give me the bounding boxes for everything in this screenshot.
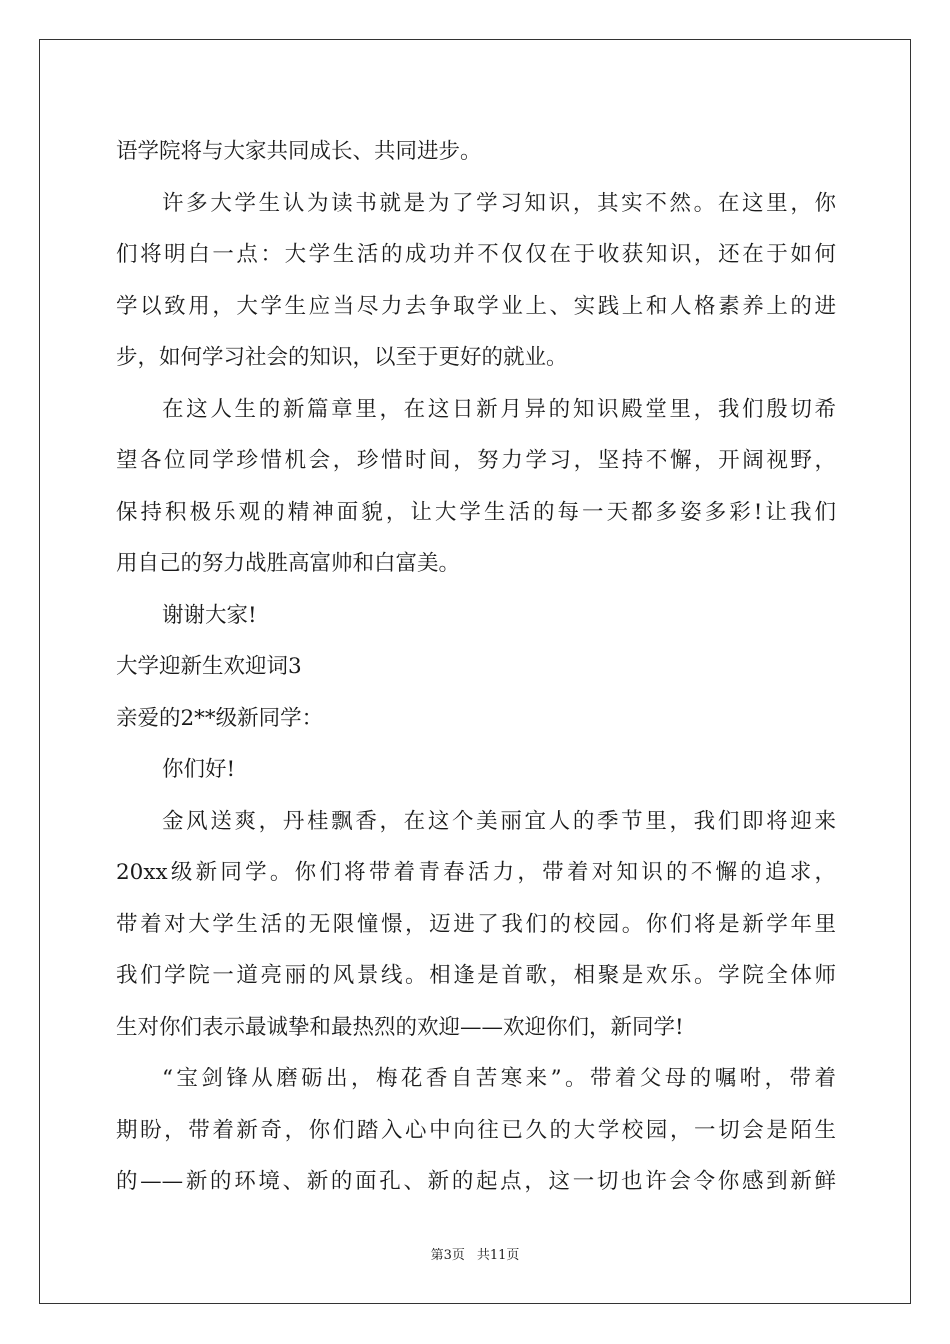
page-total: 共11页 bbox=[476, 1248, 520, 1263]
text-line: 我们学院一道亮丽的风景线。相逢是首歌，相聚是欢乐。学院全体师 bbox=[116, 963, 836, 988]
text-line: 生对你们表示最诚挚和最热烈的欢迎——欢迎你们，新同学! bbox=[116, 1014, 684, 1040]
text-line: 用自己的努力战胜高富帅和白富美。 bbox=[116, 551, 461, 576]
text-line: 保持积极乐观的精神面貌，让大学生活的每一天都多姿多彩!让我们 bbox=[116, 499, 836, 525]
text-line: 步，如何学习社会的知识，以至于更好的就业。 bbox=[116, 345, 568, 370]
paragraph-start-line: “宝剑锋从磨砺出，梅花香自苦寒来”。带着父母的嘱咐，带着 bbox=[162, 1066, 836, 1091]
text-line: 的——新的环境、新的面孔、新的起点，这一切也许会令你感到新鲜 bbox=[116, 1169, 836, 1194]
paragraph-start-line: 在这人生的新篇章里，在这日新月异的知识殿堂里，我们殷切希 bbox=[162, 396, 836, 422]
text-line: 20xx级新同学。你们将带着青春活力，带着对知识的不懈的追求， bbox=[116, 860, 836, 885]
text-line: 语学院将与大家共同成长、共同进步。 bbox=[116, 139, 482, 164]
paragraph-start-line: 许多大学生认为读书就是为了学习知识，其实不然。在这里，你 bbox=[162, 190, 836, 216]
paragraph-start-line: 金风送爽，丹桂飘香，在这个美丽宜人的季节里，我们即将迎来 bbox=[162, 808, 836, 834]
salutation: 亲爱的2**级新同学： bbox=[116, 705, 324, 731]
text-line: 期盼，带着新奇，你们踏入心中向往已久的大学校园，一切会是陌生 bbox=[116, 1117, 836, 1143]
text-line: 带着对大学生活的无限憧憬，迈进了我们的校园。你们将是新学年里 bbox=[116, 911, 836, 937]
text-line: 们将明白一点：大学生活的成功并不仅仅在于收获知识，还在于如何 bbox=[116, 242, 836, 267]
greeting: 你们好! bbox=[162, 757, 236, 782]
text-line: 学以致用，大学生应当尽力去争取学业上、实践上和人格素养上的进 bbox=[116, 293, 836, 319]
paragraph-start-line: 谢谢大家! bbox=[162, 602, 257, 628]
text-line: 望各位同学珍惜机会，珍惜时间，努力学习，坚持不懈，开阔视野， bbox=[116, 448, 836, 473]
section-heading: 大学迎新生欢迎词3 bbox=[116, 654, 302, 679]
page-footer bbox=[0, 1246, 950, 1266]
page-number: 第3页 bbox=[430, 1248, 465, 1263]
document-body bbox=[116, 126, 836, 1208]
